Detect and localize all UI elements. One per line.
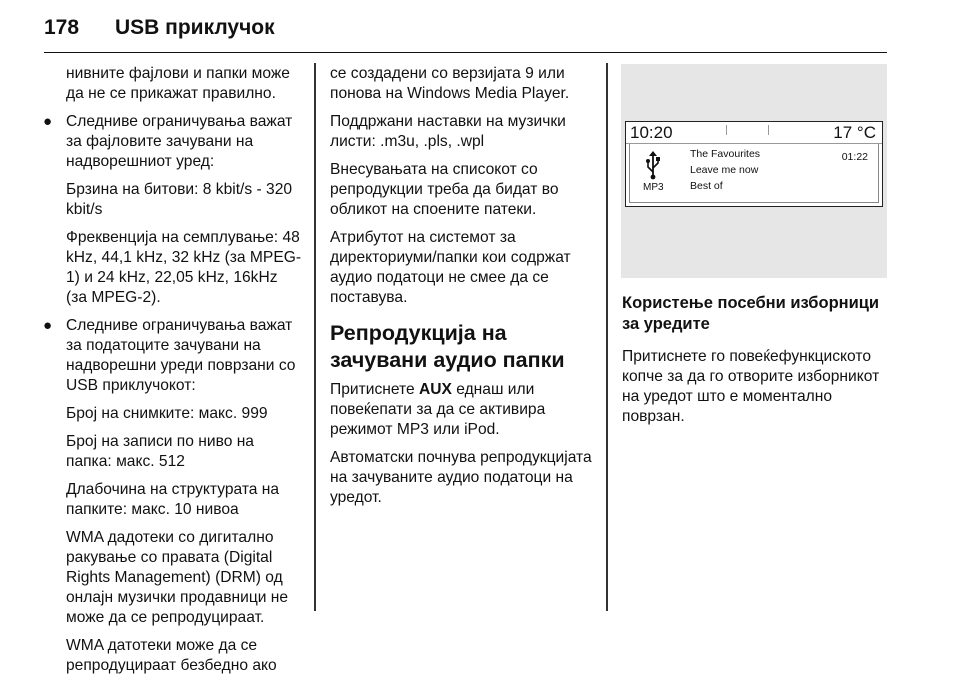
column-3	[622, 293, 888, 435]
bullet-dot: ●	[43, 317, 53, 334]
display-figure	[621, 64, 887, 278]
bullet-dot: ●	[43, 113, 53, 130]
wma-text: WMA датотеки може да се репродуцираат безбедно ако	[66, 637, 277, 674]
column-divider-1	[314, 63, 316, 611]
track-item: Best of	[690, 180, 723, 192]
subsection-heading: Користење посебни изборници за уредите	[622, 294, 880, 333]
radio-display	[625, 121, 883, 207]
display-tick	[726, 125, 727, 135]
display-tick	[768, 125, 769, 135]
bullet-text: Следниве ограничувања важат за податоците зачувани на надворешни уреди поврзани со USB приклучокот:	[66, 317, 296, 394]
bullet-text: Следниве ограничувања важат за фајловите зачувани на надворешниот уред:	[66, 113, 293, 170]
track-list	[690, 146, 760, 194]
press-suffix: еднаш или повеќепати за да се активира режимот MP3 или iPod.	[330, 381, 546, 438]
attribute-text: Атрибутот на системот за директориуми/папки кои содржат аудио податоци не смее да се поставува.	[330, 229, 571, 306]
entries-text: Внесувањата на списокот со репродукции треба да бидат во обликот на споените патеки.	[330, 161, 559, 218]
frequency-text: Фреквенција на семплување: 48 kHz, 44,1 kHz, 32 kHz (за MPEG-1) и 24 kHz, 22,05 kHz, 16kHz (за MPEG-2).	[66, 229, 302, 306]
menu-instructions-text: Притиснете го повеќефункциското копче за да го отворите изборникот на уредот што е моментално поврзан.	[622, 348, 880, 425]
aux-key-label: AUX	[418, 381, 452, 398]
track-item: Leave me now	[690, 164, 759, 176]
drm-text: WMA дадотеки со дигитално ракување со правата (Digital Rights Management) (DRM) од онлајн музички продавници не може да се репродуцираат.	[66, 529, 289, 626]
continuation-text: се создадени со верзијата 9 или понова на Windows Media Player.	[330, 65, 570, 102]
temperature: 17 °C	[833, 123, 876, 142]
bitrate-text: Брзина на битови: 8 kbit/s - 320 kbit/s	[66, 181, 293, 218]
autoplay-text: Автоматски почнува репродукцијата на зачуваните аудио податоци на уредот.	[330, 449, 592, 506]
page-number: 178	[44, 16, 80, 39]
playlists-text: Поддржани наставки на музички листи: .m3u, .pls, .wpl	[330, 113, 566, 150]
bullet-item	[42, 316, 302, 676]
intro-text: нивните фајлови и папки може да не се прикажат правилно.	[66, 65, 290, 102]
images-limit-text: Број на снимките: макс. 999	[66, 405, 268, 422]
source-label: MP3	[643, 182, 664, 193]
track-item: The Favourites	[690, 148, 761, 160]
column-divider-2	[606, 63, 608, 611]
chapter-title: USB приклучок	[115, 16, 275, 39]
press-aux-text	[330, 380, 592, 440]
section-heading: Репродукција на зачувани аудио папки	[330, 321, 565, 372]
column-2	[330, 64, 592, 516]
press-prefix: Притиснете	[330, 381, 419, 398]
column-1	[42, 64, 302, 684]
clock-time: 10:20	[630, 123, 673, 142]
track-duration: 01:22	[841, 151, 868, 163]
page-header	[44, 12, 887, 53]
bullet-item	[42, 112, 302, 308]
usb-icon	[645, 150, 661, 180]
depth-limit-text: Длабочина на структурата на папките: макс. 10 нивоа	[66, 481, 280, 518]
records-limit-text: Број на записи по ниво на папка: макс. 512	[66, 433, 254, 470]
